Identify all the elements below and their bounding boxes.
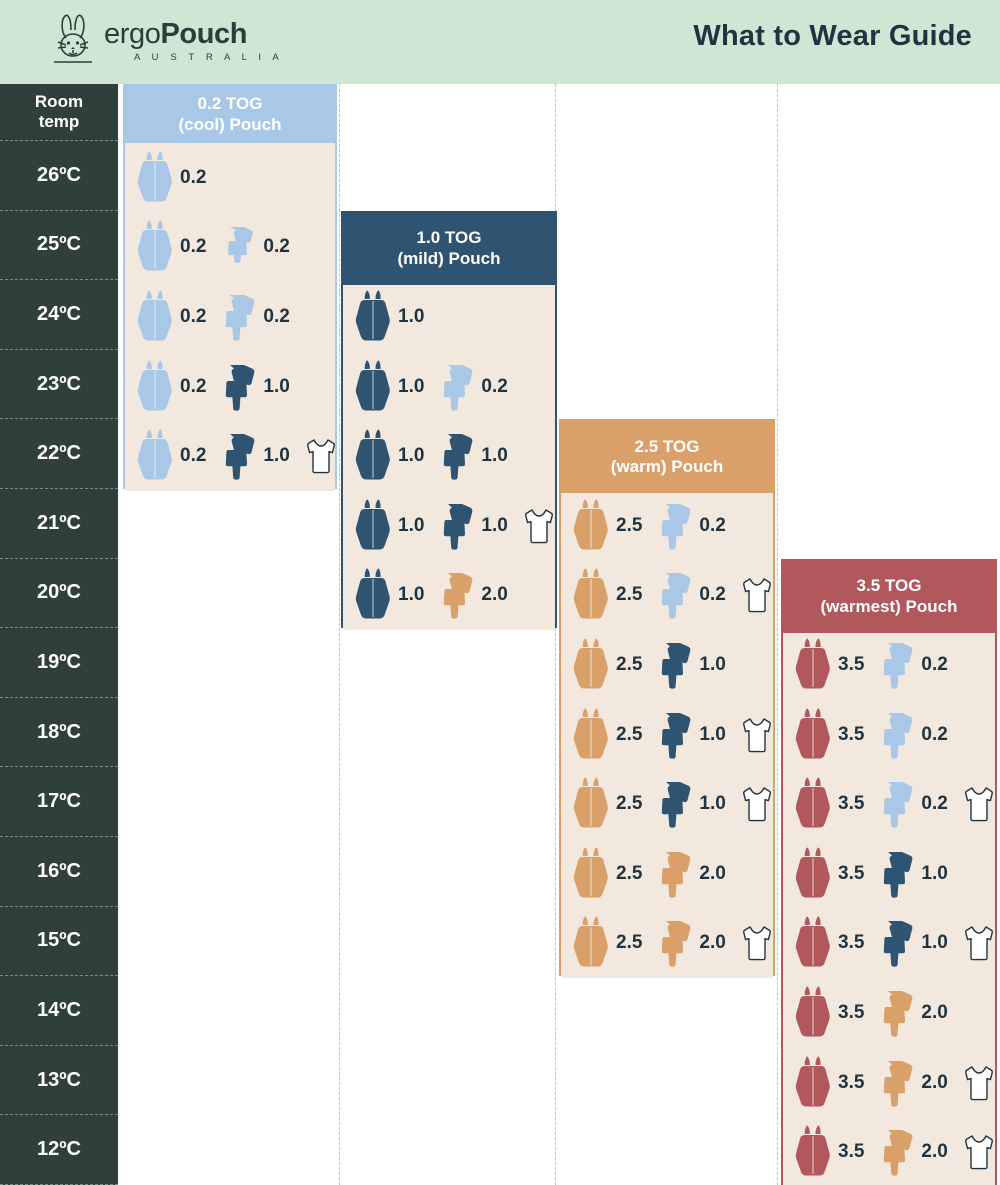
long-sleeve-suit-tan-icon xyxy=(652,846,694,902)
tog-value: 3.5 xyxy=(838,654,865,675)
recommendation-cell xyxy=(343,491,555,561)
garment-item xyxy=(793,1055,874,1111)
tog-value: 1.0 xyxy=(481,514,508,536)
tog-column-tog10 xyxy=(341,211,557,629)
tog-value: 0.2 xyxy=(180,236,207,258)
tog-value: 0.2 xyxy=(263,236,290,258)
singlet-white-icon xyxy=(736,707,778,763)
guide-grid xyxy=(0,84,1000,1185)
tog-column-body-tog02 xyxy=(125,143,335,491)
tog-value: 2.5 xyxy=(616,653,643,675)
temperature-label: 26ºC xyxy=(0,141,118,211)
temperature-label: 18ºC xyxy=(0,698,118,768)
long-sleeve-suit-tan-icon xyxy=(874,985,916,1041)
garment-item xyxy=(434,567,517,623)
sleep-bag-red-icon xyxy=(793,985,833,1041)
page-header xyxy=(0,0,1000,84)
recommendation-cell xyxy=(561,630,773,700)
long-sleeve-suit-navy-icon xyxy=(874,846,916,902)
garment-item xyxy=(874,985,957,1041)
singlet-white-icon xyxy=(958,776,1000,832)
tog-value: 3.5 xyxy=(838,793,865,815)
recommendation-cell xyxy=(783,978,995,1048)
long-sleeve-suit-navy-icon xyxy=(652,707,694,763)
tog-column-body-tog10 xyxy=(343,285,555,631)
tog-value: 2.5 xyxy=(616,932,643,954)
tog-value: 2.0 xyxy=(921,1001,948,1023)
long-sleeve-suit-tan-icon xyxy=(874,1055,916,1111)
singlet-white-icon xyxy=(958,1055,1000,1111)
recommendation-cell xyxy=(783,630,995,700)
tog-title-line1: 0.2 TOG xyxy=(197,94,263,114)
recommendation-cell xyxy=(561,700,773,770)
bunny-logo-icon xyxy=(50,12,96,70)
garment-item xyxy=(874,846,957,902)
sleep-bag-red-icon xyxy=(793,1055,833,1111)
tog-value: 0.2 xyxy=(921,793,948,815)
temperature-label: 21ºC xyxy=(0,489,118,559)
long-sleeve-suit-navy-icon xyxy=(434,428,476,484)
tog-value: 0.2 xyxy=(699,514,726,536)
room-temp-header-line2: temp xyxy=(38,112,80,131)
tog-column-header-tog25 xyxy=(561,421,773,493)
temperature-label: 25ºC xyxy=(0,211,118,281)
recommendation-cell xyxy=(783,839,995,909)
tog-value: 3.5 xyxy=(838,1071,865,1093)
tog-title-line2: (cool) Pouch xyxy=(178,114,282,134)
long-sleeve-suit-navy-icon xyxy=(434,498,476,554)
tog-column-header-tog35 xyxy=(783,561,995,633)
garment-item xyxy=(571,846,652,902)
tog-value: 1.0 xyxy=(398,375,425,397)
garment-item xyxy=(736,915,778,971)
sleep-bag-tan-icon xyxy=(571,707,611,763)
sleep-bag-navy-icon xyxy=(353,567,393,623)
tog-value: 2.0 xyxy=(481,584,508,606)
tog-value: 2.0 xyxy=(921,1071,948,1093)
garment-item xyxy=(652,707,735,763)
tog-value: 0.2 xyxy=(263,305,290,327)
garment-item xyxy=(571,567,652,623)
long-sleeve-suit-tan-icon xyxy=(434,567,476,623)
tog-value: 2.0 xyxy=(699,932,726,954)
tog-value: 0.2 xyxy=(180,445,207,467)
tog-value: 3.5 xyxy=(838,932,865,954)
garment-item xyxy=(874,915,957,971)
garment-item xyxy=(353,359,434,415)
garment-item xyxy=(736,707,778,763)
tog-column-tog02 xyxy=(123,84,337,489)
tog-value: 3.5 xyxy=(838,723,865,745)
recommendation-cell xyxy=(343,352,555,422)
garment-item xyxy=(958,1055,1000,1111)
sleep-bag-red-icon xyxy=(793,637,833,693)
tog-value: 1.0 xyxy=(699,653,726,675)
tog-value: 3.5 xyxy=(838,862,865,884)
recommendation-cell xyxy=(783,1048,995,1118)
long-sleeve-suit-navy-icon xyxy=(652,776,694,832)
long-sleeve-suit-light-blue-icon xyxy=(874,707,916,763)
room-temp-header xyxy=(0,84,118,141)
room-temp-column xyxy=(0,84,118,1185)
garment-item xyxy=(652,915,735,971)
tog-value: 1.0 xyxy=(398,514,425,536)
tog-column-header-tog10 xyxy=(343,213,555,285)
recommendation-cell xyxy=(783,769,995,839)
recommendation-cell xyxy=(561,491,773,561)
sleep-bag-red-icon xyxy=(793,776,833,832)
sleep-bag-light-blue-icon xyxy=(135,428,175,484)
tog-value: 0.2 xyxy=(180,166,207,188)
garment-item xyxy=(874,776,957,832)
garment-item xyxy=(874,707,957,763)
sleep-bag-navy-icon xyxy=(353,498,393,554)
tog-column-tog25 xyxy=(559,419,775,976)
singlet-white-icon xyxy=(736,567,778,623)
garment-item xyxy=(652,498,735,554)
garment-item xyxy=(793,776,874,832)
brand-word-light: ergo xyxy=(104,17,161,50)
tog-value: 0.2 xyxy=(699,584,726,606)
garment-item xyxy=(135,150,216,206)
grid-vline xyxy=(339,84,340,1185)
garment-item xyxy=(793,846,874,902)
garment-item xyxy=(736,567,778,623)
tog-column-body-tog35 xyxy=(783,633,995,1185)
tog-value: 0.2 xyxy=(921,654,948,675)
sleep-bag-tan-icon xyxy=(571,637,611,693)
garment-item xyxy=(434,428,517,484)
garment-item xyxy=(300,428,342,484)
tog-title-line1: 3.5 TOG xyxy=(856,576,922,596)
long-sleeve-suit-light-blue-icon xyxy=(652,567,694,623)
tog-value: 1.0 xyxy=(699,793,726,815)
tog-value: 1.0 xyxy=(398,445,425,467)
garment-item xyxy=(652,776,735,832)
long-sleeve-suit-light-blue-icon xyxy=(216,289,258,345)
tog-value: 1.0 xyxy=(263,375,290,397)
garment-item xyxy=(571,915,652,971)
garment-item xyxy=(135,359,216,415)
temperature-label: 17ºC xyxy=(0,767,118,837)
recommendation-cell xyxy=(561,561,773,631)
short-sleeve-suit-light-blue-icon xyxy=(216,219,258,275)
brand-subtitle: A U S T R A L I A xyxy=(134,52,284,64)
tog-title-line2: (mild) Pouch xyxy=(397,248,501,268)
long-sleeve-suit-light-blue-icon xyxy=(652,498,694,554)
tog-value: 3.5 xyxy=(838,1141,865,1163)
sleep-bag-red-icon xyxy=(793,707,833,763)
recommendation-cell xyxy=(125,352,335,422)
long-sleeve-suit-light-blue-icon xyxy=(874,776,916,832)
garment-item xyxy=(216,289,299,345)
temperature-label: 12ºC xyxy=(0,1115,118,1185)
tog-value: 1.0 xyxy=(699,723,726,745)
garment-item xyxy=(353,498,434,554)
long-sleeve-suit-light-blue-icon xyxy=(874,637,916,693)
garment-item xyxy=(736,776,778,832)
garment-item xyxy=(652,637,735,693)
recommendation-cell xyxy=(783,1117,995,1185)
garment-item xyxy=(571,637,652,693)
recommendation-cell xyxy=(125,143,335,213)
garment-item xyxy=(571,707,652,763)
garment-item xyxy=(958,915,1000,971)
garment-item xyxy=(874,637,957,693)
tog-title-line1: 1.0 TOG xyxy=(416,228,482,248)
sleep-bag-navy-icon xyxy=(353,289,393,345)
tog-column-header-tog02 xyxy=(125,86,335,143)
garment-item xyxy=(958,776,1000,832)
tog-value: 2.5 xyxy=(616,723,643,745)
singlet-white-icon xyxy=(300,428,342,484)
tog-value: 1.0 xyxy=(481,445,508,467)
recommendation-cell xyxy=(561,909,773,979)
tog-value: 3.5 xyxy=(838,1001,865,1023)
garment-item xyxy=(793,985,874,1041)
tog-value: 2.0 xyxy=(699,862,726,884)
garment-item xyxy=(793,707,874,763)
garment-item xyxy=(874,1055,957,1111)
sleep-bag-light-blue-icon xyxy=(135,219,175,275)
room-temp-header-line1: Room xyxy=(34,92,84,112)
tog-value: 2.0 xyxy=(921,1141,948,1163)
recommendation-cell xyxy=(343,421,555,491)
temperature-label: 20ºC xyxy=(0,559,118,629)
sleep-bag-light-blue-icon xyxy=(135,289,175,345)
garment-item xyxy=(216,219,299,275)
tog-value: 0.2 xyxy=(180,305,207,327)
singlet-white-icon xyxy=(958,915,1000,971)
temperature-label: 23ºC xyxy=(0,350,118,420)
garment-item xyxy=(793,915,874,971)
sleep-bag-tan-icon xyxy=(571,915,611,971)
garment-item xyxy=(434,498,517,554)
tog-title-line1: 2.5 TOG xyxy=(634,437,700,456)
tog-value: 0.2 xyxy=(481,375,508,397)
tog-title-line2: (warmest) Pouch xyxy=(820,596,958,616)
tog-value: 0.2 xyxy=(180,375,207,397)
sleep-bag-tan-icon xyxy=(571,498,611,554)
tog-value: 2.5 xyxy=(616,514,643,536)
sleep-bag-red-icon xyxy=(793,846,833,902)
long-sleeve-suit-navy-icon xyxy=(216,359,258,415)
garment-item xyxy=(874,1124,957,1180)
recommendation-cell xyxy=(561,839,773,909)
garment-item xyxy=(353,289,434,345)
temperature-label: 19ºC xyxy=(0,628,118,698)
garment-item xyxy=(652,846,735,902)
garment-item xyxy=(216,428,299,484)
garment-item xyxy=(216,359,299,415)
temperature-label: 24ºC xyxy=(0,280,118,350)
sleep-bag-red-icon xyxy=(793,1124,833,1180)
recommendation-cell xyxy=(783,700,995,770)
tog-column-body-tog25 xyxy=(561,493,773,978)
recommendation-cell xyxy=(125,282,335,352)
page-title: What to Wear Guide xyxy=(693,20,972,52)
garment-item xyxy=(518,498,560,554)
brand-wordmark xyxy=(104,19,247,49)
sleep-bag-red-icon xyxy=(793,915,833,971)
long-sleeve-suit-light-blue-icon xyxy=(434,359,476,415)
sleep-bag-tan-icon xyxy=(571,846,611,902)
singlet-white-icon xyxy=(518,498,560,554)
temperature-label: 16ºC xyxy=(0,837,118,907)
tog-column-tog35 xyxy=(781,559,997,1185)
garment-item xyxy=(652,567,735,623)
grid-vline xyxy=(777,84,778,1185)
long-sleeve-suit-tan-icon xyxy=(652,915,694,971)
temperature-label: 22ºC xyxy=(0,419,118,489)
long-sleeve-suit-navy-icon xyxy=(652,637,694,693)
sleep-bag-light-blue-icon xyxy=(135,150,175,206)
singlet-white-icon xyxy=(736,915,778,971)
garment-item xyxy=(958,1124,1000,1180)
garment-item xyxy=(571,776,652,832)
tog-value: 2.5 xyxy=(616,584,643,606)
tog-value: 1.0 xyxy=(921,932,948,954)
recommendation-cell xyxy=(561,769,773,839)
garment-item xyxy=(135,289,216,345)
tog-value: 2.5 xyxy=(616,793,643,815)
tog-value: 2.5 xyxy=(616,862,643,884)
recommendation-cell xyxy=(783,909,995,979)
recommendation-cell xyxy=(125,421,335,491)
garment-item xyxy=(135,219,216,275)
garment-item xyxy=(135,428,216,484)
recommendation-cell xyxy=(343,561,555,631)
recommendation-cell xyxy=(343,282,555,352)
temperature-label: 13ºC xyxy=(0,1046,118,1116)
garment-item xyxy=(793,1124,874,1180)
brand-word-bold: Pouch xyxy=(160,17,248,50)
singlet-white-icon xyxy=(736,776,778,832)
singlet-white-icon xyxy=(958,1124,1000,1180)
tog-value: 1.0 xyxy=(398,306,425,327)
recommendation-cell xyxy=(125,213,335,283)
tog-value: 1.0 xyxy=(263,445,290,467)
temperature-label: 14ºC xyxy=(0,976,118,1046)
sleep-bag-tan-icon xyxy=(571,567,611,623)
garment-item xyxy=(434,359,517,415)
brand-logo xyxy=(50,12,283,70)
sleep-bag-light-blue-icon xyxy=(135,359,175,415)
long-sleeve-suit-navy-icon xyxy=(216,428,258,484)
garment-item xyxy=(793,637,874,693)
garment-item xyxy=(571,498,652,554)
temperature-label: 15ºC xyxy=(0,907,118,977)
tog-value: 0.2 xyxy=(921,723,948,745)
garment-item xyxy=(353,428,434,484)
garment-item xyxy=(353,567,434,623)
sleep-bag-navy-icon xyxy=(353,428,393,484)
long-sleeve-suit-navy-icon xyxy=(874,915,916,971)
tog-value: 1.0 xyxy=(921,862,948,884)
tog-title-line2: (warm) Pouch xyxy=(610,457,724,477)
sleep-bag-tan-icon xyxy=(571,776,611,832)
sleep-bag-navy-icon xyxy=(353,359,393,415)
tog-value: 1.0 xyxy=(398,584,425,606)
long-sleeve-suit-tan-icon xyxy=(874,1124,916,1180)
